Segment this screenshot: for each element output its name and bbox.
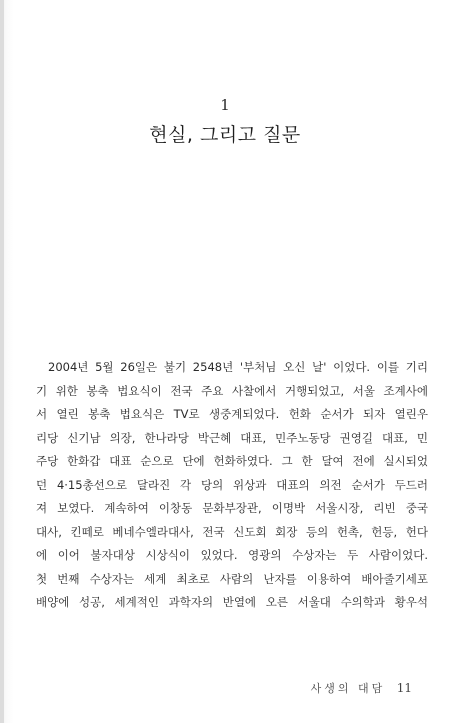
body-line: 져 보였다. 계속하여 이창동 문화부장관, 이명박 서울시장, 리빈 중국 [36,501,428,515]
running-head: 사생의 대담 [310,682,386,695]
page-number: 11 [396,681,412,695]
chapter-title: 현실, 그리고 질문 [149,124,301,146]
page-footer [311,680,412,696]
body-line: 대사, 킨떼로 베네수엘라대사, 전국 신도회 회장 등의 헌촉, 헌등, 헌다 [36,524,428,539]
body-line: 기 위한 봉축 법요식이 전국 주요 사찰에서 거행되었고, 서울 조계사에 [36,383,428,398]
body-line: 리당 신기남 의장, 한나라당 박근혜 대표, 민주노동당 권영길 대표, 민 [36,430,428,445]
body-line: 던 4·15총선으로 달라진 각 당의 위상과 대표의 의전 순서가 두드러 [36,477,428,492]
chapter-number: 1 [220,96,230,114]
body-line: 첫 번째 수상자는 세계 최초로 사람의 난자를 이용하여 배아줄기세포 [36,571,428,586]
body-line: 서 열린 봉축 법요식은 TV로 생중계되었다. 헌화 순서가 되자 열린우 [36,407,428,421]
body-line: 배양에 성공, 세계적인 과학자의 반열에 오른 서울대 수의학과 황우석 [36,595,428,609]
body-line: 주당 한화갑 대표 순으로 단에 헌화하였다. 그 한 달여 전에 실시되었 [36,454,428,468]
body-line: 에 이어 불자대상 시상식이 있었다. 영광의 수상자는 두 사람이었다. [36,548,428,562]
body-line: 2004년 5월 26일은 불기 2548년 '부처님 오신 날' 이었다. 이를 기리 [48,360,428,374]
body-paragraph [36,356,428,615]
